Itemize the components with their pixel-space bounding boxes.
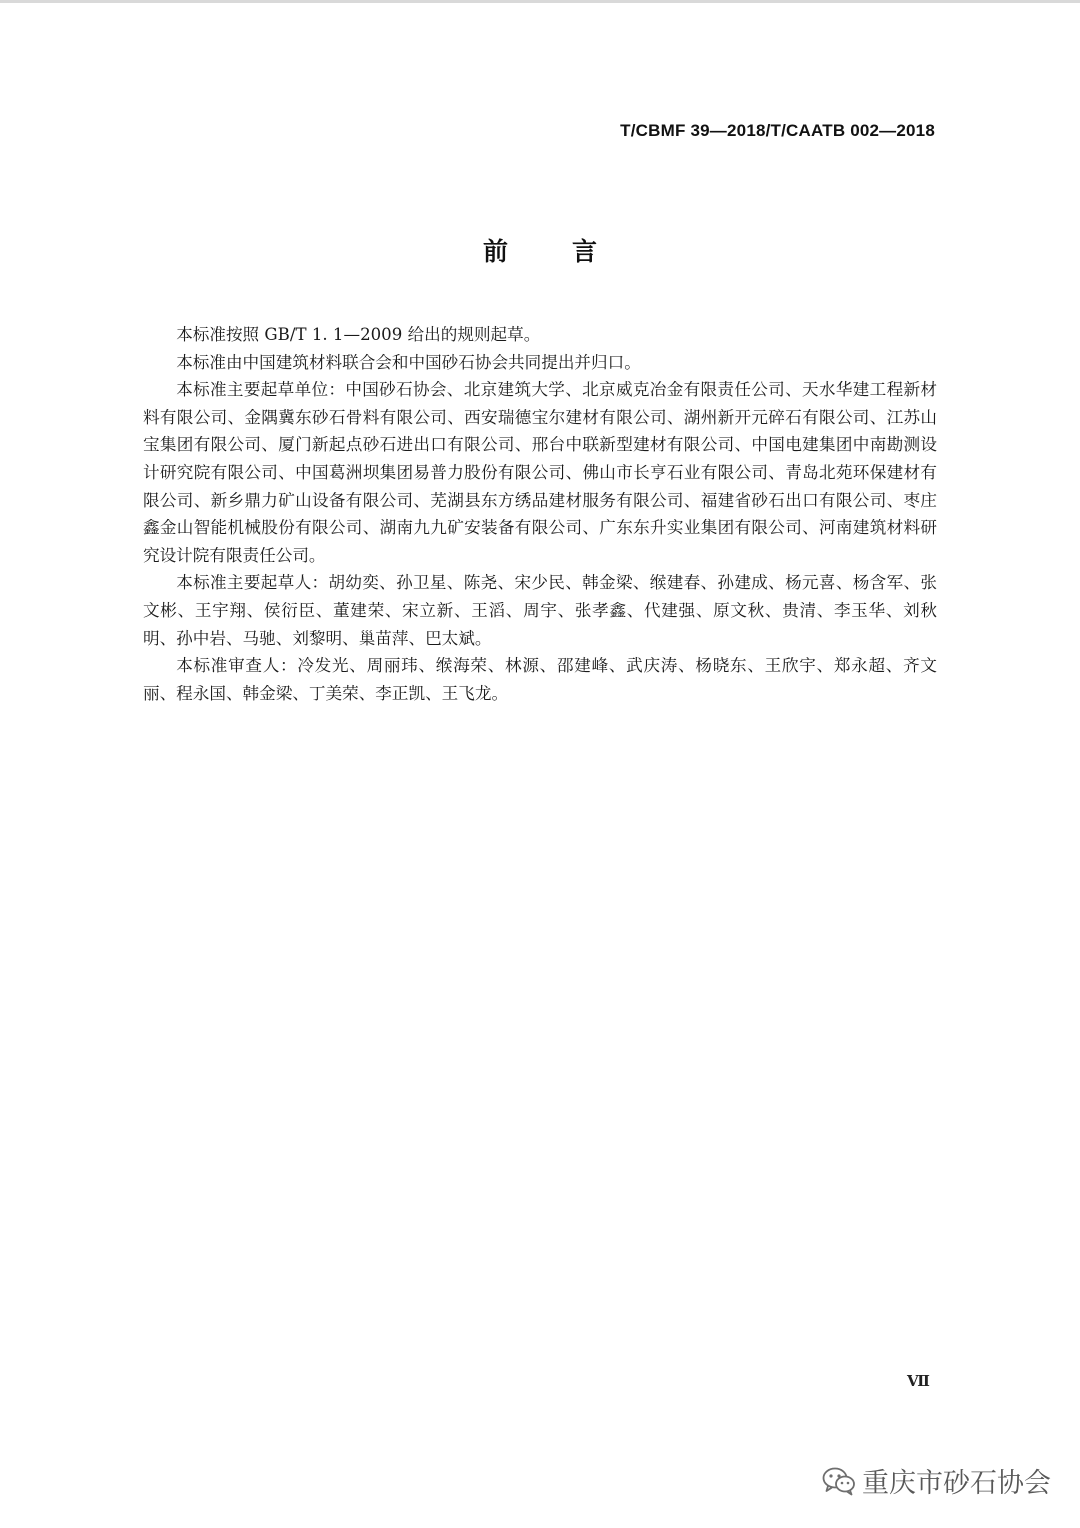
section-title: 前言 xyxy=(482,237,661,266)
paragraph-reviewers: 本标准审查人：冷发光、周丽玮、缑海荣、林源、邵建峰、武庆涛、杨晓东、王欣宇、郑永超、齐文丽、程永国、韩金梁、丁美荣、李正凯、王飞龙。 xyxy=(143,656,937,703)
paragraph-drafting-rules: 本标准按照 GB/T 1. 1—2009 给出的规则起草。 xyxy=(176,325,541,344)
page-top-edge xyxy=(0,0,1080,3)
watermark-text: 重庆市砂石协会 xyxy=(862,1468,1051,1499)
watermark xyxy=(822,1461,1051,1500)
paragraph-proposer: 本标准由中国建筑材料联合会和中国砂石协会共同提出并归口。 xyxy=(176,352,641,372)
body-text xyxy=(143,321,937,707)
paragraph-drafters: 本标准主要起草人：胡幼奕、孙卫星、陈尧、宋少民、韩金梁、缑建春、孙建成、杨元喜、杨含军、张文彬、王宇翔、侯衍臣、董建荣、宋立新、王滔、周宇、张孝鑫、代建强、原文秋、贵清、李玉华、刘秋明、孙中岩、马驰、刘黎明、巢苗萍、巴太斌。 xyxy=(143,573,937,648)
page-number: Ⅶ xyxy=(907,1372,929,1390)
document-code: T/CBMF 39—2018/T/CAATB 002—2018 xyxy=(620,121,935,140)
wechat-icon xyxy=(822,1466,856,1496)
paragraph-drafting-units: 本标准主要起草单位：中国砂石协会、北京建筑大学、北京威克冶金有限责任公司、天水华建工程新材料有限公司、金隅冀东砂石骨料有限公司、西安瑞德宝尔建材有限公司、湖州新开元碎石有限公司、江苏山宝集团有限公司、厦门新起点砂石进出口有限公司、邢台中联新型建材有限公司、中国电建集团中南勘测设计研究院有限公司、中国葛洲坝集团易普力股份有限公司、佛山市长亨石业有限公司、青岛北苑环保建材有限公司、新乡鼎力矿山设备有限公司、芜湖县东方绣品建材服务有限公司、福建省砂石出口有限公司、枣庄鑫金山智能机械股份有限公司、湖南九九矿安装备有限公司、广东东升实业集团有限公司、河南建筑材料研究设计院有限责任公司。 xyxy=(143,380,937,565)
